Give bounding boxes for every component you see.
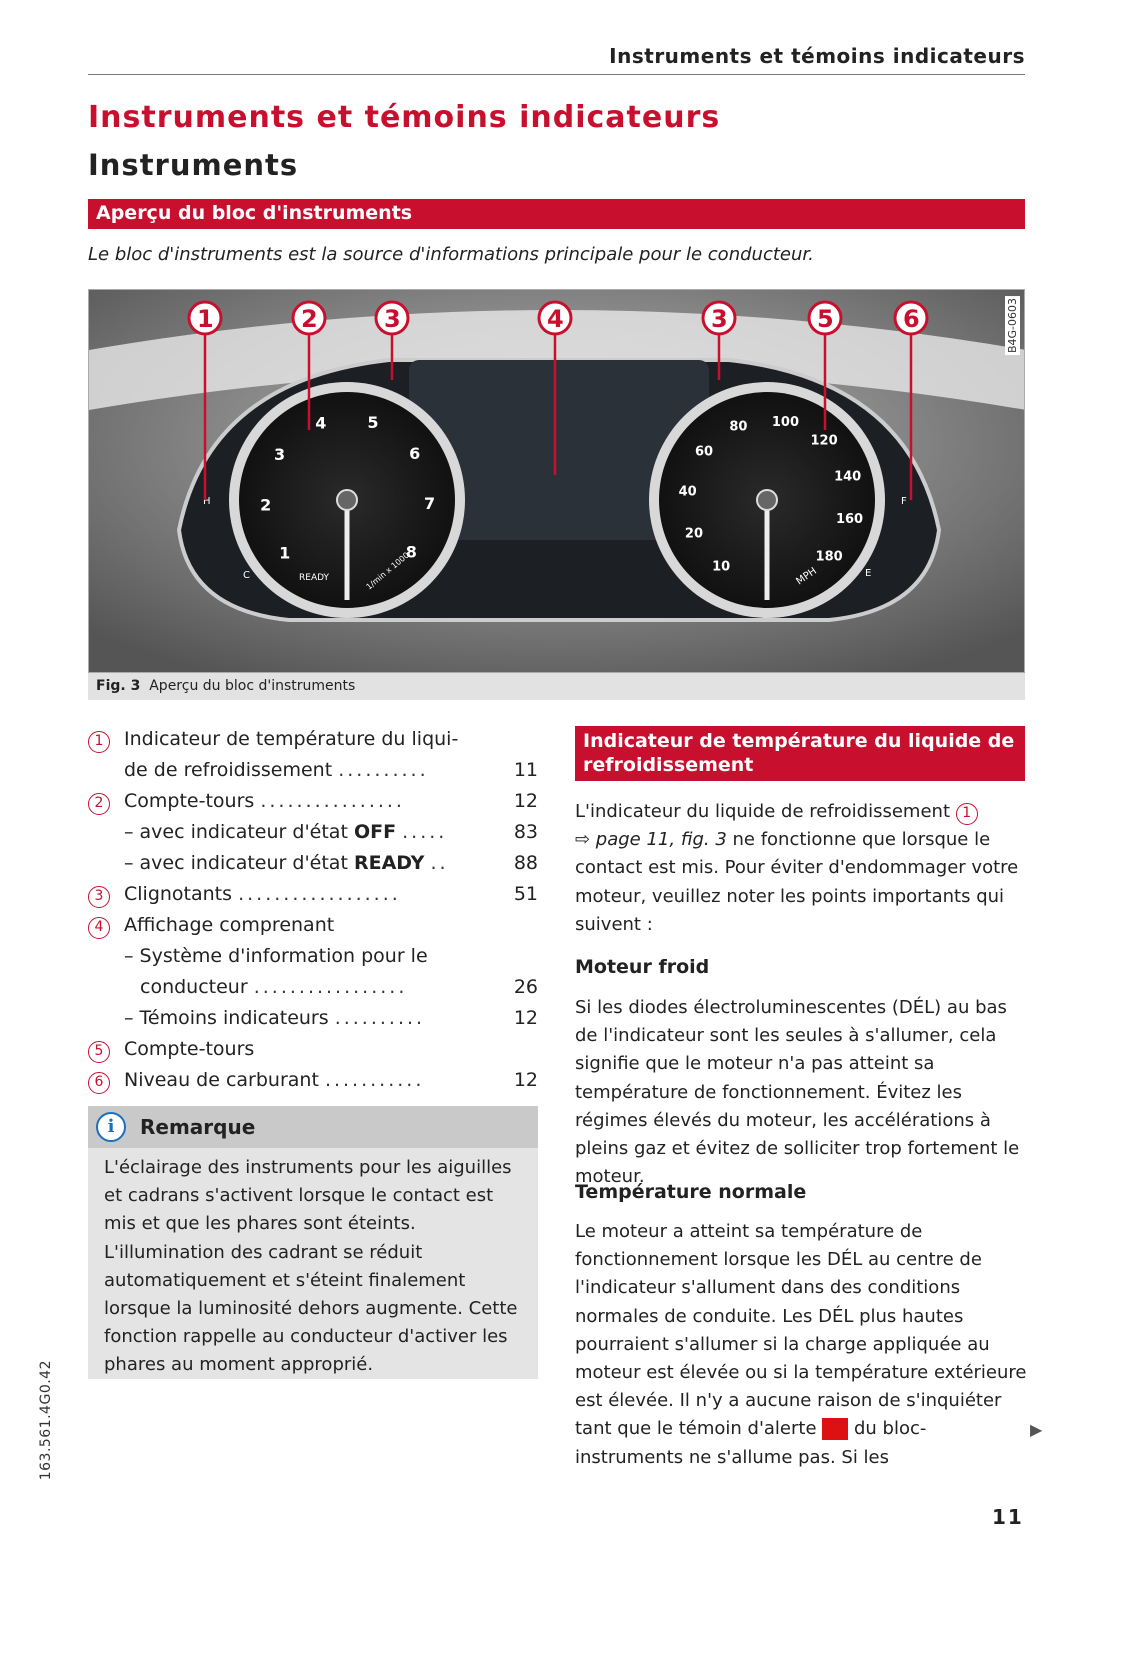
callout-number: 1 [197, 305, 214, 333]
figure-code: B4G-0603 [1006, 298, 1019, 354]
leader-dots: .......... [338, 759, 429, 781]
speedo-unit: MPH [794, 565, 819, 588]
figure-caption [88, 673, 1025, 700]
legend-item [88, 786, 538, 817]
leader-dots: ................ [260, 790, 405, 812]
callout-number: 2 [301, 305, 318, 333]
legend-page[interactable]: 12 [513, 790, 538, 812]
legend-item [88, 848, 538, 879]
callout-number: 4 [547, 305, 564, 333]
temp-c: C [243, 570, 250, 581]
text: Le moteur a atteint sa température de fonctionnement lorsque les DÉL au centre de l'indicateur s'allument dans des conditions normales de conduite. Les DÉL plus hautes pourraient s'allumer si la charge appliquée au moteur est élevée ou si la température extérieure est élevée. Il n'y a aucune raison de s'inquiéter tant que le témoin d'alerte [575, 1221, 1027, 1440]
section-title: Instruments [88, 148, 299, 182]
callout-legend [88, 724, 538, 1096]
figure-caption-text: Aperçu du bloc d'instruments [149, 678, 356, 694]
callout-number-icon: 3 [88, 886, 110, 908]
speedo-label: 10 [712, 559, 731, 575]
note-box [88, 1106, 538, 1379]
tach-label: 5 [367, 413, 379, 433]
leader-dots: .................. [238, 883, 401, 905]
fuel-e: E [865, 568, 872, 579]
note-title: Remarque [140, 1115, 256, 1139]
speedo-label: 40 [678, 484, 697, 500]
tach-label: 4 [315, 413, 327, 433]
intro-text: Le bloc d'instruments est la source d'informations principale pour le conducteur. [88, 244, 814, 265]
legend-item [88, 910, 538, 941]
legend-text: Affichage comprenant [124, 914, 335, 936]
leader-dots: ..... [402, 821, 448, 843]
legend-text: Compte-tours [124, 790, 255, 812]
speedo-label: 100 [771, 415, 800, 431]
leader-dots: ........... [324, 1069, 425, 1091]
legend-page[interactable]: 12 [513, 1007, 538, 1029]
legend-text: Compte-tours [124, 1038, 255, 1060]
chapter-title: Instruments et témoins indicateurs [88, 100, 721, 135]
info-icon: i [96, 1112, 126, 1142]
callout-number: 6 [903, 305, 920, 333]
legend-text: de de refroidissement [124, 759, 333, 781]
text: du bloc-instruments ne s'allume pas. Si les [575, 1418, 927, 1468]
tach-label: 8 [405, 542, 417, 562]
tach-unit: 1/min x 1000 [364, 550, 411, 592]
callout-number: 3 [711, 305, 728, 333]
page-link[interactable]: ⇨ page 11, fig. 3 [575, 829, 727, 851]
legend-item [88, 817, 538, 848]
legend-item [88, 879, 538, 910]
fuel-f: F [901, 496, 907, 507]
legend-text: – avec indicateur d'état [124, 821, 354, 843]
speedo-label: 60 [694, 444, 714, 460]
leader-dots: ................. [253, 976, 408, 998]
coolant-heading: Indicateur de température du liquide de refroidissement [575, 726, 1025, 781]
subsection-bar: Aperçu du bloc d'instruments [88, 199, 1025, 229]
legend-text: – avec indicateur d'état [124, 852, 354, 874]
tach-label: 3 [274, 445, 286, 465]
tach-label: 1 [279, 543, 291, 563]
speedo-label: 180 [815, 549, 843, 565]
legend-page[interactable]: 12 [513, 1069, 538, 1091]
document-code: 163.561.4G0.42 [38, 1360, 54, 1481]
legend-text: Indicateur de température du liqui- [124, 728, 459, 750]
legend-bold: READY [353, 852, 425, 874]
legend-item [88, 1003, 538, 1034]
instrument-cluster-figure [88, 289, 1025, 673]
normal-temp-text [575, 1218, 1030, 1472]
speedo-label: 20 [684, 526, 704, 542]
legend-text: conducteur [140, 976, 248, 998]
callout-number: 5 [817, 305, 834, 333]
coolant-warning-icon [822, 1418, 848, 1440]
callout-number-icon: 2 [88, 793, 110, 815]
cold-engine-heading: Moteur froid [575, 956, 710, 978]
callout-number: 3 [384, 305, 401, 333]
cold-engine-text: Si les diodes électroluminescentes (DÉL) au bas de l'indicateur sont les seules à s'allumer, cela signifie que le moteur n'a pas atteint sa température de fonctionnement. Évitez les régimes élevés du moteur, les accélérations à pleins gaz et évitez de solliciter trop fortement le moteur. [575, 997, 1020, 1188]
legend-item [88, 724, 538, 786]
speedo-label: 120 [810, 433, 838, 449]
ready-label: READY [299, 573, 330, 583]
legend-page[interactable]: 51 [513, 883, 538, 905]
legend-bold: OFF [353, 821, 397, 843]
legend-page[interactable]: 83 [513, 821, 538, 843]
callout-number-icon: 6 [88, 1072, 110, 1094]
legend-text: Niveau de carburant [124, 1069, 319, 1091]
legend-page[interactable]: 11 [513, 759, 538, 781]
page-number: 11 [992, 1505, 1024, 1529]
callout-ref: 1 [956, 803, 978, 825]
speedo-label: 80 [729, 419, 748, 435]
legend-item [88, 1065, 538, 1096]
callout-number-icon: 5 [88, 1041, 110, 1063]
text: ne fonctionne que lorsque le contact est mis. Pour éviter d'endommager votre moteur, veuillez noter les points importants qui suivent : [575, 829, 1019, 935]
callout-number-icon: 4 [88, 917, 110, 939]
legend-text: – Témoins indicateurs [124, 1007, 329, 1029]
note-body: L'éclairage des instruments pour les aiguilles et cadrans s'activent lorsque le contact est mis et que les phares sont éteints. L'illumination des cadrant se réduit automatiquement et s'éteint finalement lorsque la luminosité dehors augmente. Cette fonction rappelle au conducteur d'activer les phares au moment approprié. [104, 1157, 518, 1376]
speedo-label: 140 [834, 469, 862, 485]
speedo-label: 160 [835, 511, 864, 527]
tach-label: 6 [409, 443, 421, 463]
legend-text: – Système d'information pour le [124, 945, 428, 967]
tach-label: 2 [260, 495, 272, 515]
legend-text: Clignotants [124, 883, 233, 905]
tach-label: 7 [423, 493, 436, 513]
legend-item [88, 1034, 538, 1065]
text: L'indicateur du liquide de refroidissement [575, 801, 956, 822]
legend-item [88, 941, 538, 1003]
cluster-illustration [89, 290, 1025, 673]
temp-h: H [203, 496, 211, 507]
leader-dots: .......... [334, 1007, 426, 1029]
continue-arrow-icon: ▶ [1030, 1420, 1043, 1439]
legend-page[interactable]: 26 [513, 976, 538, 998]
figure-label: Fig. 3 [96, 678, 141, 694]
running-header: Instruments et témoins indicateurs [88, 44, 1025, 75]
normal-temp-heading: Température normale [575, 1181, 807, 1203]
coolant-intro [575, 798, 1030, 939]
callout-number-icon: 1 [88, 731, 110, 753]
legend-page[interactable]: 88 [513, 852, 538, 874]
leader-dots: .. [430, 852, 449, 874]
